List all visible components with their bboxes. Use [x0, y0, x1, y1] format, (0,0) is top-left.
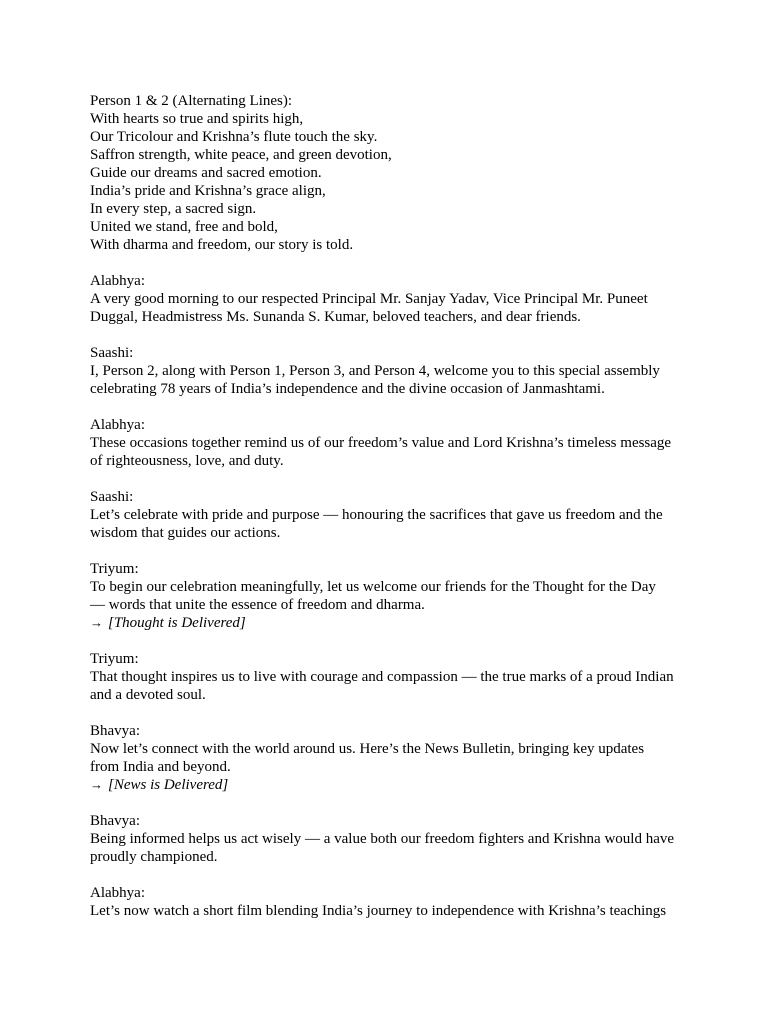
speaker-label: Bhavya: [90, 723, 140, 739]
dialogue-block [90, 344, 690, 398]
dialogue-line: wisdom that guides our actions. [90, 525, 281, 541]
dialogue-line: To begin our celebration meaningfully, let us welcome our friends for the Thought for the Day [90, 579, 656, 595]
speaker-label: Saashi: [90, 489, 134, 505]
speaker-label: Bhavya: [90, 813, 140, 829]
dialogue-block [90, 488, 690, 542]
dialogue-line: of righteousness, love, and duty. [90, 453, 284, 469]
speaker-label: Saashi: [90, 345, 134, 361]
poem-line: United we stand, free and bold, [90, 219, 278, 235]
dialogue-block [90, 884, 690, 920]
dialogue-block [90, 722, 690, 794]
stage-cue [90, 614, 690, 632]
dialogue-block [90, 560, 690, 632]
dialogue-line: Being informed helps us act wisely — a value both our freedom fighters and Krishna would have [90, 831, 675, 847]
dialogue-line: These occasions together remind us of our freedom’s value and Lord Krishna’s timeless message [90, 435, 672, 451]
right-arrow-icon: → [90, 777, 103, 792]
speaker-label: Alabhya: [90, 417, 145, 433]
speaker-label: Person 1 & 2 (Alternating Lines): [90, 93, 293, 109]
dialogue-line: Now let’s connect with the world around us. Here’s the News Bulletin, bringing key updates [90, 741, 645, 757]
speaker-label: Triyum: [90, 561, 139, 577]
speaker-label: Alabhya: [90, 273, 145, 289]
poem-line: India’s pride and Krishna’s grace align, [90, 183, 326, 199]
poem-line: With dharma and freedom, our story is told. [90, 237, 354, 253]
dialogue-line: from India and beyond. [90, 759, 231, 775]
poem-line: In every step, a sacred sign. [90, 201, 257, 217]
dialogue-line: That thought inspires us to live with courage and compassion — the true marks of a proud Indian [90, 669, 674, 685]
dialogue-block [90, 812, 690, 866]
poem-line: With hearts so true and spirits high, [90, 111, 304, 127]
dialogue-line: I, Person 2, along with Person 1, Person 3, and Person 4, welcome you to this special assembly [90, 363, 660, 379]
dialogue-line: — words that unite the essence of freedom and dharma. [90, 597, 425, 613]
dialogue-block [90, 416, 690, 470]
poem-line: Guide our dreams and sacred emotion. [90, 165, 322, 181]
dialogue-block [90, 272, 690, 326]
dialogue-line: and a devoted soul. [90, 687, 206, 703]
intro-section [90, 92, 690, 254]
cue-text: [Thought is Delivered] [108, 615, 246, 631]
poem-line: Saffron strength, white peace, and green devotion, [90, 147, 392, 163]
document-page [90, 92, 690, 938]
dialogue-line: Duggal, Headmistress Ms. Sunanda S. Kumar, beloved teachers, and dear friends. [90, 309, 581, 325]
right-arrow-icon: → [90, 615, 103, 630]
dialogue-line: proudly championed. [90, 849, 218, 865]
poem-line: Our Tricolour and Krishna’s flute touch the sky. [90, 129, 378, 145]
dialogue-block [90, 650, 690, 704]
speaker-label: Triyum: [90, 651, 139, 667]
dialogue-line: Let’s celebrate with pride and purpose — honouring the sacrifices that gave us freedom and the [90, 507, 663, 523]
stage-cue [90, 776, 690, 794]
cue-text: [News is Delivered] [108, 777, 229, 793]
dialogue-line: Let’s now watch a short film blending India’s journey to independence with Krishna’s teachings [90, 903, 667, 919]
speaker-label: Alabhya: [90, 885, 145, 901]
dialogue-line: celebrating 78 years of India’s independence and the divine occasion of Janmashtami. [90, 381, 605, 397]
dialogue-line: A very good morning to our respected Principal Mr. Sanjay Yadav, Vice Principal Mr. Puneet [90, 291, 648, 307]
